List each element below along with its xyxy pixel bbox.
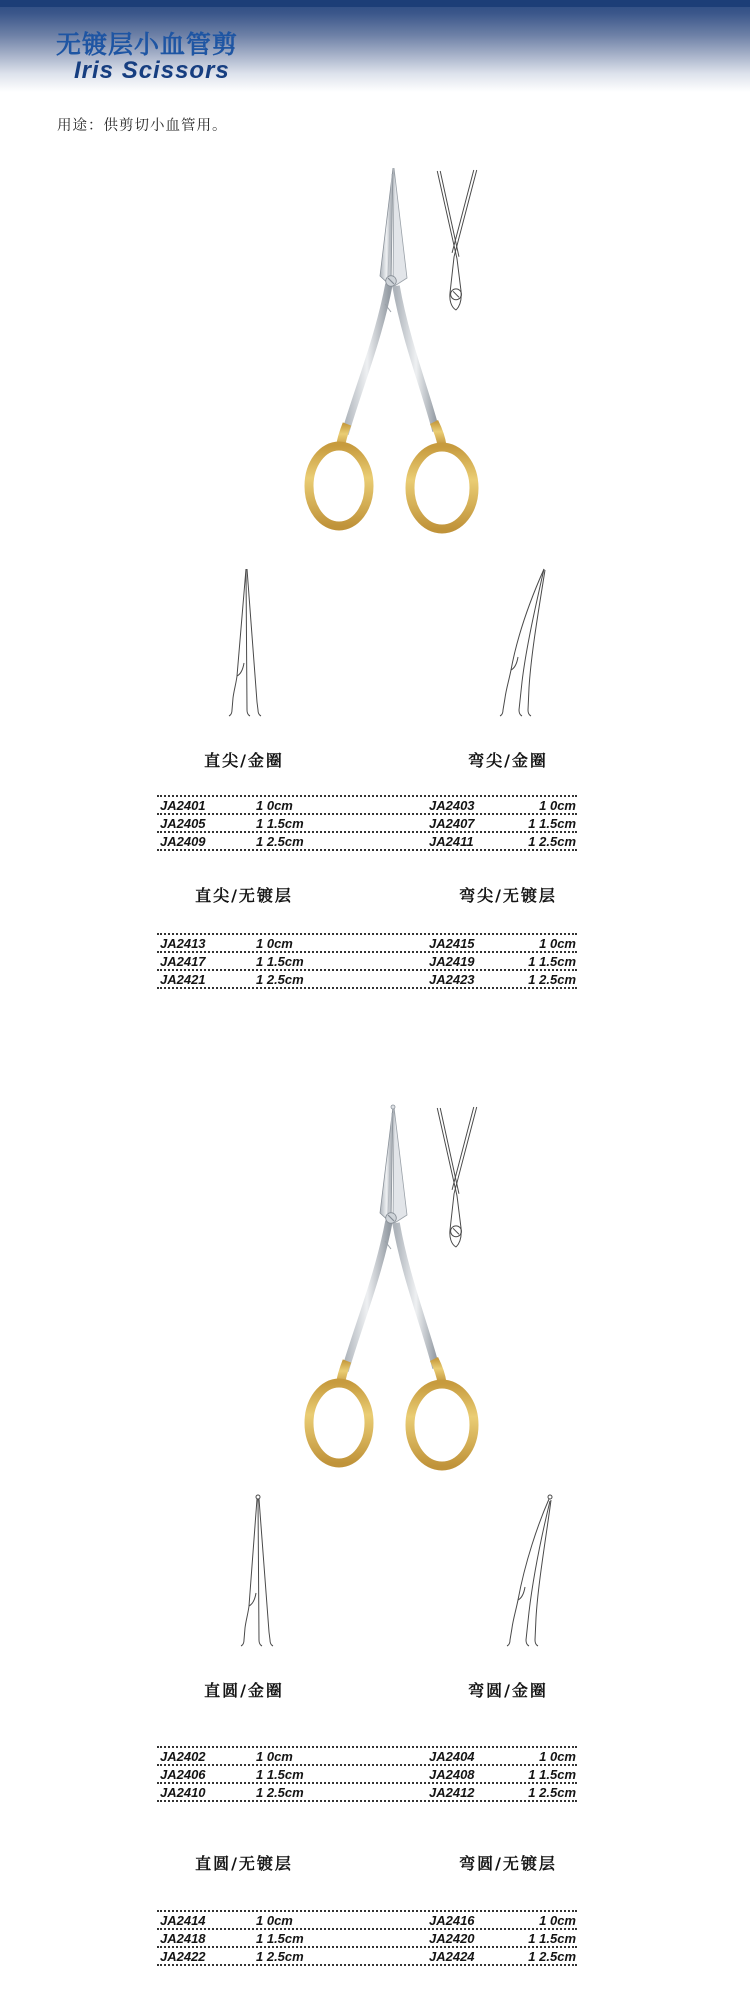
product-table	[157, 1910, 577, 1966]
table-header-right: 弯圆/金圈	[468, 1681, 548, 1700]
table-row	[157, 813, 577, 831]
product-code: JA2411	[429, 834, 474, 849]
header-top-bar	[0, 0, 750, 7]
product-code: JA2409	[160, 834, 206, 849]
product-size: 1 1.5cm	[256, 816, 304, 831]
table-header-right: 弯尖/无镀层	[459, 886, 557, 905]
product-size: 1 0cm	[256, 1749, 293, 1764]
open-scissors-tip-drawing-svg	[433, 1105, 480, 1251]
product-size: 1 0cm	[539, 798, 576, 813]
product-size: 1 0cm	[256, 936, 293, 951]
straight-round-tip-drawing	[240, 1492, 276, 1652]
table-header-left: 直尖/无镀层	[195, 886, 293, 905]
product-size: 1 2.5cm	[528, 834, 576, 849]
product-code: JA2416	[429, 1913, 475, 1928]
open-scissors-tip-drawing-svg	[433, 168, 480, 314]
table-row	[157, 1946, 577, 1964]
table-header-right: 弯圆/无镀层	[459, 1854, 557, 1873]
table-row	[157, 951, 577, 969]
product-code: JA2420	[429, 1931, 475, 1946]
product-code: JA2413	[160, 936, 206, 951]
product-code: JA2408	[429, 1767, 475, 1782]
product-size: 1 2.5cm	[256, 834, 304, 849]
product-size: 1 2.5cm	[528, 1785, 576, 1800]
product-size: 1 1.5cm	[528, 1767, 576, 1782]
curved-sharp-tip-drawing	[498, 566, 550, 720]
product-code: JA2422	[160, 1949, 206, 1964]
open-scissors-tip-drawing	[433, 1105, 480, 1251]
product-code: JA2423	[429, 972, 475, 987]
table-row	[157, 1746, 577, 1764]
page-title-en: Iris Scissors	[74, 57, 230, 84]
product-code: JA2412	[429, 1785, 475, 1800]
product-code: JA2410	[160, 1785, 206, 1800]
table-header-left: 直圆/金圈	[204, 1681, 284, 1700]
table-header-right: 弯尖/金圈	[468, 751, 548, 770]
product-size: 1 1.5cm	[528, 1931, 576, 1946]
product-size: 1 1.5cm	[256, 954, 304, 969]
straight-round-tip-drawing-svg	[240, 1492, 276, 1652]
product-code: JA2421	[160, 972, 206, 987]
table-header-left: 直尖/金圈	[204, 751, 284, 770]
curved-round-tip-drawing-svg	[505, 1492, 557, 1652]
table-row	[157, 1928, 577, 1946]
header-banner	[0, 0, 750, 92]
product-code: JA2404	[429, 1749, 475, 1764]
product-size: 1 0cm	[539, 936, 576, 951]
table-row	[157, 1764, 577, 1782]
product-table	[157, 1746, 577, 1802]
product-size: 1 2.5cm	[528, 1949, 576, 1964]
product-size: 1 1.5cm	[256, 1931, 304, 1946]
product-size: 1 1.5cm	[256, 1767, 304, 1782]
product-size: 1 2.5cm	[256, 972, 304, 987]
product-code: JA2424	[429, 1949, 475, 1964]
product-code: JA2414	[160, 1913, 206, 1928]
table-row	[157, 969, 577, 987]
curved-sharp-tip-drawing-svg	[498, 566, 550, 720]
table-header-left: 直圆/无镀层	[195, 1854, 293, 1873]
product-code: JA2403	[429, 798, 475, 813]
straight-sharp-tip-drawing	[228, 566, 264, 720]
product-size: 1 1.5cm	[528, 954, 576, 969]
open-scissors-tip-drawing	[433, 168, 480, 314]
product-size: 1 0cm	[539, 1749, 576, 1764]
table-row	[157, 795, 577, 813]
table-row	[157, 831, 577, 849]
straight-sharp-tip-drawing-svg	[228, 566, 264, 720]
table-row	[157, 1910, 577, 1928]
product-size: 1 2.5cm	[256, 1949, 304, 1964]
product-size: 1 0cm	[256, 798, 293, 813]
product-code: JA2402	[160, 1749, 206, 1764]
product-code: JA2418	[160, 1931, 206, 1946]
product-table	[157, 933, 577, 989]
product-code: JA2406	[160, 1767, 206, 1782]
product-size: 1 2.5cm	[528, 972, 576, 987]
product-code: JA2417	[160, 954, 206, 969]
product-code: JA2419	[429, 954, 475, 969]
product-code: JA2415	[429, 936, 475, 951]
product-code: JA2405	[160, 816, 206, 831]
product-size: 1 2.5cm	[256, 1785, 304, 1800]
product-code: JA2401	[160, 798, 206, 813]
table-row	[157, 1782, 577, 1800]
product-size: 1 0cm	[539, 1913, 576, 1928]
table-row	[157, 933, 577, 951]
product-size: 1 0cm	[256, 1913, 293, 1928]
product-size: 1 1.5cm	[528, 816, 576, 831]
curved-round-tip-drawing	[505, 1492, 557, 1652]
page-title-zh: 无镀层小血管剪	[56, 31, 239, 59]
usage-note: 用途：供剪切小血管用。	[57, 118, 228, 134]
product-table	[157, 795, 577, 851]
product-code: JA2407	[429, 816, 475, 831]
